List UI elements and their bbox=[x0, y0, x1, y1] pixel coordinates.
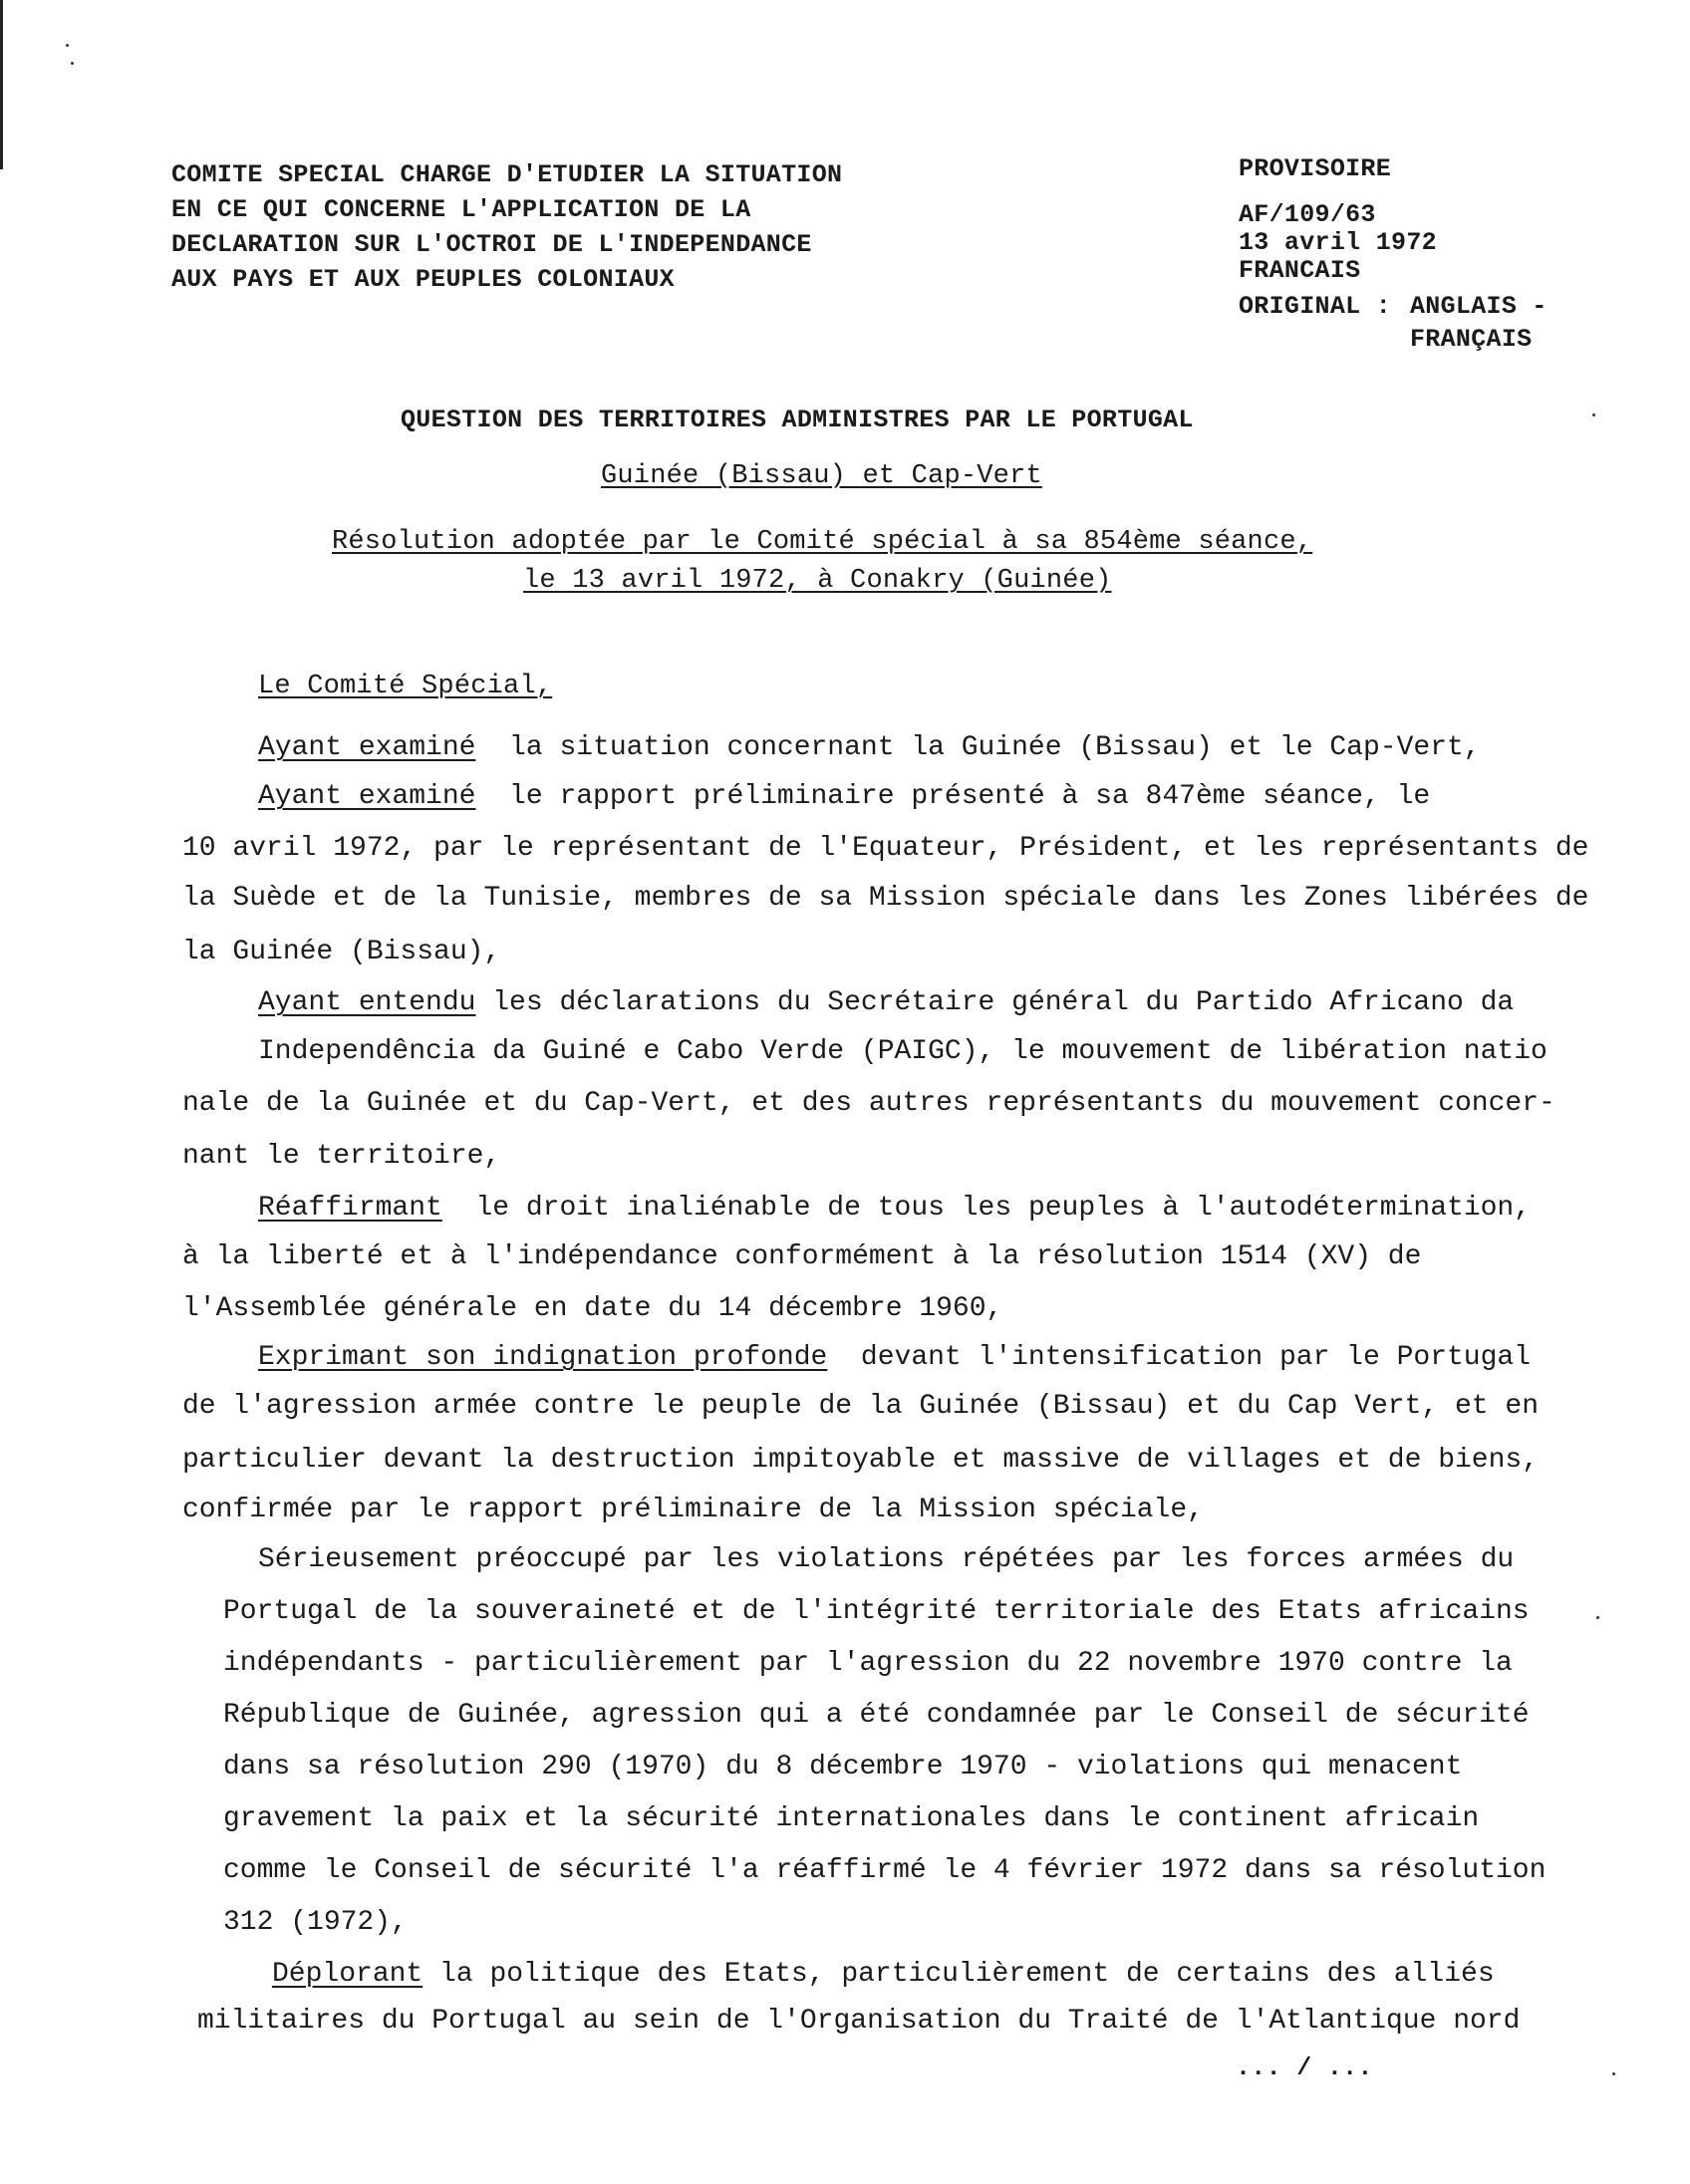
paragraph-line: République de Guinée, agression qui a été condamnée par le Conseil de sécurité bbox=[223, 1700, 1530, 1731]
document-symbol: AF/109/63 bbox=[1239, 200, 1376, 229]
paragraph-line bbox=[258, 1193, 1531, 1224]
status-label: PROVISOIRE bbox=[1239, 154, 1392, 183]
paragraph-line: comme le Conseil de sécurité l'a réaffirmé le 4 février 1972 dans sa résolution bbox=[223, 1855, 1547, 1886]
paragraph-lead: Exprimant son indignation profonde bbox=[258, 1342, 828, 1373]
paragraph-line: la Suède et de la Tunisie, membres de sa Mission spéciale dans les Zones libérées de bbox=[182, 883, 1589, 914]
paragraph-lead: Ayant entendu bbox=[258, 987, 476, 1018]
paragraph-line bbox=[258, 987, 1514, 1018]
document-subtitle: Guinée (Bissau) et Cap-Vert bbox=[601, 461, 1042, 491]
scan-speck bbox=[66, 44, 69, 47]
paragraph-line: 312 (1972), bbox=[223, 1907, 408, 1938]
scan-speck bbox=[1592, 413, 1595, 416]
paragraph-text: les déclarations du Secrétaire général du Partido Africano da bbox=[492, 987, 1515, 1018]
scan-speck bbox=[71, 62, 74, 65]
paragraph-line: la Guinée (Bissau), bbox=[182, 937, 501, 967]
scan-speck bbox=[1596, 1616, 1599, 1619]
paragraph-text: la situation concernant la Guinée (Bissau) et le Cap-Vert, bbox=[509, 732, 1481, 763]
paragraph-line bbox=[258, 732, 1481, 763]
paragraph-line: dans sa résolution 290 (1970) du 8 décembre 1970 - violations qui menacent bbox=[223, 1752, 1463, 1782]
paragraph-lead: Réaffirmant bbox=[258, 1193, 442, 1224]
resolution-heading-line2: le 13 avril 1972, à Conakry (Guinée) bbox=[523, 566, 1112, 596]
paragraph-line bbox=[258, 781, 1430, 812]
continuation-mark: ... / ... bbox=[1236, 2053, 1373, 2082]
paragraph-line bbox=[272, 1959, 1495, 1990]
paragraph-line: 10 avril 1972, par le représentant de l'Equateur, Président, et les représentants de bbox=[182, 833, 1589, 864]
committee-line: AUX PAYS ET AUX PEUPLES COLONIAUX bbox=[171, 265, 675, 294]
committee-line: COMITE SPECIAL CHARGE D'ETUDIER LA SITUATION bbox=[171, 160, 843, 189]
document-language: FRANCAIS bbox=[1239, 256, 1361, 285]
resolution-heading-line1: Résolution adoptée par le Comité spécial à sa 854ème séance, bbox=[332, 527, 1313, 557]
paragraph-text: le droit inaliénable de tous les peuples à l'autodétermination, bbox=[475, 1193, 1532, 1224]
paragraph-line bbox=[258, 1342, 1531, 1373]
paragraph-line: Sérieusement préoccupé par les violations répétées par les forces armées du bbox=[258, 1544, 1515, 1575]
paragraph-line: à la liberté et à l'indépendance conformément à la résolution 1514 (XV) de bbox=[182, 1241, 1422, 1272]
paragraph-line: de l'agression armée contre le peuple de la Guinée (Bissau) et du Cap Vert, et en bbox=[182, 1391, 1540, 1422]
paragraph-lead: Déplorant bbox=[272, 1959, 423, 1990]
paragraph-text: la politique des Etats, particulièrement de certains des alliés bbox=[439, 1959, 1495, 1990]
original-language-1: ANGLAIS - bbox=[1410, 292, 1548, 321]
paragraph-line: Independência da Guiné e Cabo Verde (PAIGC), le mouvement de libération natio bbox=[258, 1036, 1548, 1067]
opening-phrase: Le Comité Spécial, bbox=[258, 672, 553, 701]
paragraph-line: confirmée par le rapport préliminaire de la Mission spéciale, bbox=[182, 1495, 1204, 1525]
paragraph-line: nant le territoire, bbox=[182, 1141, 501, 1172]
scan-edge-mark bbox=[0, 0, 3, 169]
document-date: 13 avril 1972 bbox=[1239, 228, 1437, 257]
committee-line: DECLARATION SUR L'OCTROI DE L'INDEPENDANCE bbox=[171, 230, 812, 259]
paragraph-line: Portugal de la souveraineté et de l'intégrité territoriale des Etats africains bbox=[223, 1596, 1530, 1627]
paragraph-line: particulier devant la destruction impitoyable et massive de villages et de biens, bbox=[182, 1445, 1540, 1476]
paragraph-line: nale de la Guinée et du Cap-Vert, et des autres représentants du mouvement concer- bbox=[182, 1088, 1555, 1119]
committee-line: EN CE QUI CONCERNE L'APPLICATION DE LA bbox=[171, 195, 751, 224]
paragraph-line: indépendants - particulièrement par l'agression du 22 novembre 1970 contre la bbox=[223, 1648, 1513, 1679]
paragraph-lead: Ayant examiné bbox=[258, 781, 476, 812]
paragraph-text: devant l'intensification par le Portugal bbox=[860, 1342, 1532, 1373]
paragraph-text: le rapport préliminaire présenté à sa 847ème séance, le bbox=[509, 781, 1431, 812]
original-language-2: FRANÇAIS bbox=[1410, 325, 1533, 354]
paragraph-lead: Ayant examiné bbox=[258, 732, 476, 763]
original-label: ORIGINAL : bbox=[1239, 292, 1392, 321]
paragraph-line: l'Assemblée générale en date du 14 décembre 1960, bbox=[182, 1293, 1003, 1324]
paragraph-line: militaires du Portugal au sein de l'Organisation du Traité de l'Atlantique nord bbox=[197, 2006, 1521, 2037]
document-title: QUESTION DES TERRITOIRES ADMINISTRES PAR LE PORTUGAL bbox=[401, 406, 1194, 434]
scan-speck bbox=[1612, 2072, 1615, 2075]
paragraph-line: gravement la paix et la sécurité internationales dans le continent africain bbox=[223, 1803, 1480, 1834]
